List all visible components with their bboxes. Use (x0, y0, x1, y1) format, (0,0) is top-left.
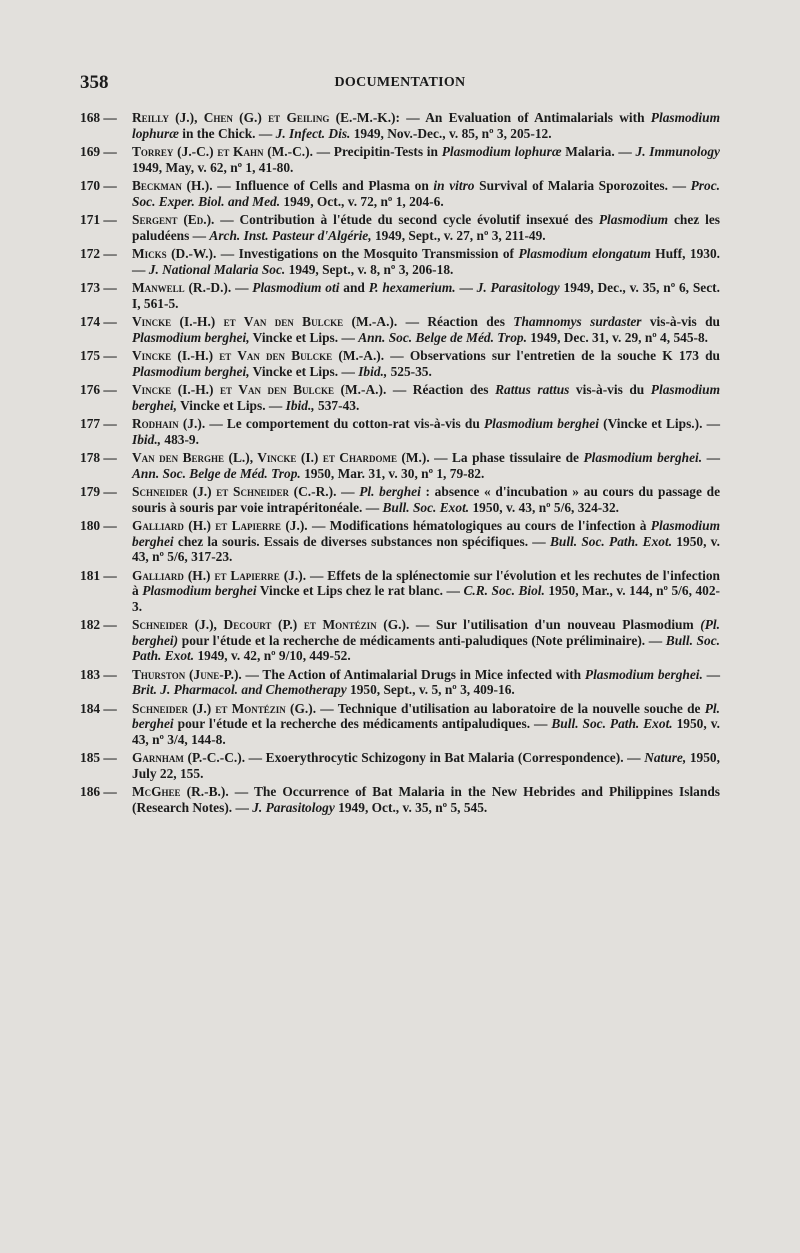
entry-italic-text: Ann. Soc. Belge de Méd. Trop. (132, 465, 301, 481)
entry-authors: Beckman (H.) (132, 178, 210, 193)
entry-text: 525-35. (387, 363, 432, 379)
entry-text: 1949, Oct., v. 72, nº 1, 204-6. (280, 193, 444, 209)
entry-italic-text: Nature, (644, 750, 687, 765)
entry-italic-text: Plasmodium berghei (142, 583, 257, 598)
entry-italic-text: Arch. Inst. Pasteur d'Algérie, (209, 227, 372, 243)
entry-text: 1949, Dec. 31, v. 29, nº 4, 545-8. (526, 329, 709, 345)
entry-text: . — Observations sur l'entretien de la souche K 173 du (380, 348, 720, 363)
entry-text: . — (227, 280, 253, 295)
entry-italic-text: Ann. Soc. Belge de Méd. Trop. (358, 329, 527, 345)
entry-text: 483-9. (161, 431, 199, 447)
entry-italic-text: J. Parasitology (252, 799, 335, 815)
entry-text: . — Technique d'utilisation au laboratoire de la nouvelle souche de (312, 700, 705, 716)
entry-text: 1949, Sept., v. 8, nº 3, 206-18. (285, 261, 454, 277)
entry-number: 173 — (80, 280, 117, 295)
bibliography-entry (80, 617, 720, 664)
entry-citation (132, 450, 720, 481)
entry-italic-text: Plasmodium elongatum (518, 246, 651, 261)
entry-text: chez la souris. Essais de diverses substances non spécifiques. — (173, 533, 550, 549)
entry-italic-text: Plasmodium lophuræ (441, 144, 562, 159)
entry-italic-text: J. Immunology (635, 144, 720, 159)
entry-italic-text: Plasmodium oti (252, 280, 340, 295)
entry-italic-text: Plasmodium berghei (132, 518, 720, 549)
entry-italic-text: J. Parasitology (476, 280, 560, 295)
entry-text: 1949, Oct., v. 35, nº 5, 545. (334, 799, 488, 815)
bibliography-entry (80, 212, 720, 243)
entry-number: 182 — (80, 617, 117, 632)
entry-italic-text: Bull. Soc. Path. Exot. (551, 716, 673, 731)
entry-italic-text: Plasmodium berghei (483, 416, 599, 431)
entry-text: — (702, 450, 720, 465)
entry-text: Huff, 1930. — (132, 246, 721, 277)
entry-italic-text: P. hexamerium. (368, 280, 456, 295)
entry-number: 178 — (80, 450, 117, 465)
entry-number: 185 — (80, 750, 117, 765)
entry-text: Vincke et Lips. — (249, 329, 359, 345)
entry-authors: McGhee (R.-B.) (132, 784, 226, 799)
entry-text: and (339, 280, 369, 295)
entry-authors: Garnham (P.-C.-C.) (132, 750, 242, 765)
entry-text: . — Réaction des (393, 314, 514, 329)
entry-text: vis-à-vis du (569, 382, 651, 397)
entry-text: 1950, Sept., v. 5, nº 3, 409-16. (346, 682, 515, 697)
entry-citation (132, 246, 720, 277)
bibliography-entry (80, 568, 720, 615)
entry-italic-text: J. National Malaria Soc. (148, 261, 286, 277)
entry-text: . — La phase tissulaire de (426, 450, 584, 465)
entry-italic-text: Ibid., (285, 397, 315, 413)
entry-text: pour l'étude et la recherche de médicaments anti-paludiques (Note préliminaire). — (178, 632, 666, 648)
entry-text: 1949, Sept., v. 27, nº 3, 211-49. (371, 227, 546, 243)
entry-authors: Galliard (H.) et Lapierre (J.) (132, 518, 305, 533)
entry-text: . — The Occurrence of Bat Malaria in the New Hebrides and Philippines Islands (Research Notes). — (132, 784, 720, 815)
entry-italic-text: J. Infect. Dis. (275, 125, 351, 141)
entry-italic-text: Pl. berghei (359, 484, 421, 499)
entry-text: (Vincke et Lips.). — (598, 416, 720, 431)
bibliography-entry (80, 518, 720, 565)
entry-italic-text: Plasmodium lophuræ (132, 110, 720, 141)
entry-number: 169 — (80, 144, 117, 159)
entry-text: Vincke et Lips chez le rat blanc. — (256, 583, 464, 598)
page-number: 358 (80, 72, 109, 93)
entry-text: 1949, May, v. 62, nº 1, 41-80. (132, 159, 294, 175)
entry-text: in the Chick. — (178, 125, 276, 141)
entry-authors: Van den Berghe (L.), Vincke (I.) et Chardome (M.) (132, 450, 427, 465)
entry-text: Malaria. — (561, 144, 636, 159)
bibliography-entry (80, 701, 720, 748)
entry-italic-text: Bull. Soc. Path. Exot. (549, 533, 673, 549)
entry-number: 175 — (80, 348, 117, 363)
bibliography-entry (80, 314, 720, 345)
bibliography-entry (80, 178, 720, 209)
entry-italic-text: Proc. Soc. Exper. Biol. and Med. (132, 178, 720, 209)
entry-text: chez les paludéens — (132, 212, 720, 243)
entry-authors: Reilly (J.), Chen (G.) et Geiling (E.-M.-K.) (132, 110, 396, 125)
entry-number: 181 — (80, 567, 117, 583)
entry-text: 1950, v. 43, nº 5/6, 324-32. (469, 499, 620, 515)
bibliography-entry (80, 246, 720, 277)
entry-italic-text: C.R. Soc. Biol. (463, 583, 545, 598)
bibliography-entry (80, 450, 720, 481)
entry-citation (132, 667, 720, 698)
entry-citation (132, 701, 720, 748)
entry-authors: Micks (D.-W.) (132, 246, 213, 261)
entry-text: . — Modifications hématologiques au cours de l'infection à (304, 518, 651, 533)
entry-citation (132, 750, 720, 781)
bibliography-entry (80, 784, 720, 815)
entry-text: 1950, Mar. 31, v. 30, nº 1, 79-82. (300, 465, 485, 481)
entry-text: 1950, July 22, 155. (132, 750, 720, 781)
entry-authors: Manwell (R.-D.) (132, 280, 228, 295)
entry-authors: Sergent (Ed.) (132, 212, 212, 227)
entry-text: . — Contribution à l'étude du second cycle évolutif insexué des (211, 212, 599, 227)
entry-text: 1949, Nov.-Dec., v. 85, nº 3, 205-12. (350, 125, 552, 141)
entry-citation (132, 144, 720, 175)
entry-italic-text: Plasmodium (598, 212, 669, 227)
entry-italic-text: Plasmodium berghei. (583, 450, 703, 465)
entry-authors: Torrey (J.-C.) et Kahn (M.-C.) (132, 144, 310, 159)
entry-text: Survival of Malaria Sporozoites. — (474, 178, 691, 193)
entry-text: vis-à-vis du (641, 314, 720, 329)
entry-text: . — Precipitin-Tests in (309, 144, 442, 159)
entry-italic-text: Ibid., (132, 431, 162, 447)
entry-number: 168 — (80, 110, 117, 125)
entry-text: 1950, v. 43, nº 5/6, 317-23. (132, 533, 720, 564)
entry-citation (132, 518, 720, 565)
entry-citation (132, 382, 720, 413)
entry-text: . — Exoerythrocytic Schizogony in Bat Malaria (Correspondence). — (241, 750, 645, 765)
entry-citation (132, 110, 720, 141)
bibliography-entry (80, 750, 720, 781)
entry-italic-text: Plasmodium berghei. (584, 666, 703, 682)
entry-text: 1950, v. 43, nº 3/4, 144-8. (132, 716, 720, 747)
entry-text: : — An Evaluation of Antimalarials with (395, 110, 651, 125)
bibliography-entry (80, 382, 720, 413)
bibliography-entry (80, 348, 720, 379)
entry-number: 184 — (80, 700, 117, 716)
entry-citation (132, 784, 720, 815)
entry-authors: Rodhain (J.) (132, 416, 202, 431)
entry-authors: Schneider (J.) et Montézin (G.) (132, 700, 313, 716)
entry-authors: Vincke (I.-H.) et Van den Bulcke (M.-A.) (132, 348, 381, 363)
entry-text: : absence « d'incubation » au cours du passage de souris à souris par voie intrapéritonéale. — (132, 484, 721, 515)
entry-citation (132, 484, 720, 515)
entry-text: 1950, Mar., v. 144, nº 5/6, 402-3. (132, 583, 720, 614)
entry-italic-text: in vitro (433, 178, 475, 193)
entry-text: 1949, v. 42, nº 9/10, 449-52. (194, 648, 351, 663)
entry-text: pour l'étude et la recherche des médicaments antipaludiques. — (173, 716, 552, 731)
entry-number: 179 — (80, 484, 117, 499)
entry-citation (132, 617, 720, 664)
entry-authors: Thurston (June-P.) (132, 666, 239, 682)
entry-italic-text: (Pl. berghei) (132, 617, 720, 648)
entry-text: 537-43. (314, 397, 360, 413)
entry-authors: Galliard (H.) et Lapierre (J.) (132, 567, 303, 583)
entry-number: 174 — (80, 314, 117, 329)
entry-italic-text: Rattus rattus (495, 382, 570, 397)
running-head: DOCUMENTATION (334, 75, 466, 90)
entry-italic-text: Brit. J. Pharmacol. and Chemotherapy (132, 682, 347, 697)
entry-citation (132, 280, 720, 311)
entry-text: — (455, 280, 477, 295)
entry-italic-text: Pl. berghei (132, 700, 720, 731)
entry-italic-text: Bull. Soc. Path. Exot. (132, 632, 720, 663)
entry-italic-text: Plasmodium berghei, (132, 363, 250, 379)
bibliography-entry (80, 484, 720, 515)
entry-text: . — Investigations on the Mosquito Transmission of (213, 246, 519, 261)
entry-italic-text: Plasmodium berghei, (132, 382, 720, 413)
bibliography-entry (80, 667, 720, 698)
entry-number: 170 — (80, 178, 117, 193)
entry-text: — (702, 666, 721, 682)
entry-authors: Schneider (J.), Decourt (P.) et Montézin (G.) (132, 617, 406, 632)
entry-text: . — Effets de la splénectomie sur l'évolution et les rechutes de l'infection à (132, 567, 720, 598)
entry-text: Vincke et Lips. — (177, 397, 286, 413)
entry-italic-text: Bull. Soc. Exot. (382, 499, 470, 515)
entry-italic-text: Thamnomys surdaster (513, 314, 642, 329)
entry-text: . — The Action of Antimalarial Drugs in Mice infected with (238, 666, 585, 682)
entry-number: 183 — (80, 666, 117, 682)
entry-citation (132, 314, 720, 345)
entry-italic-text: Ibid., (358, 363, 388, 379)
entry-citation (132, 416, 720, 447)
entry-number: 177 — (80, 416, 117, 431)
bibliography-entry (80, 280, 720, 311)
entry-text: 1949, Dec., v. 35, nº 6, Sect. I, 561-5. (132, 280, 720, 311)
entry-citation (132, 348, 720, 379)
entry-italic-text: Plasmodium berghei, (132, 329, 250, 345)
entry-text: . — (333, 484, 360, 499)
entry-authors: Vincke (I.-H.) et Van den Bulcke (M.-A.) (132, 314, 394, 329)
entry-text: Vincke et Lips. — (249, 363, 359, 379)
bibliography-entry (80, 144, 720, 175)
entry-text: . — Sur l'utilisation d'un nouveau Plasmodium (405, 617, 701, 632)
entry-number: 176 — (80, 382, 117, 397)
entry-citation (132, 178, 720, 209)
entry-number: 171 — (80, 212, 117, 227)
page-header (80, 72, 720, 96)
entry-text: . — Le comportement du cotton-rat vis-à-vis du (201, 416, 484, 431)
entry-text: . — Influence of Cells and Plasma on (209, 178, 434, 193)
entry-number: 172 — (80, 246, 117, 261)
entry-citation (132, 212, 720, 243)
bibliography-entry (80, 416, 720, 447)
entry-text: . — Réaction des (382, 382, 496, 397)
entry-authors: Schneider (J.) et Schneider (C.-R.) (132, 484, 334, 499)
entry-number: 180 — (80, 518, 117, 533)
entry-citation (132, 568, 720, 615)
entry-authors: Vincke (I.-H.) et Van den Bulcke (M.-A.) (132, 382, 383, 397)
bibliography-entry (80, 110, 720, 141)
entry-number: 186 — (80, 784, 117, 799)
bibliography-list (80, 110, 720, 818)
